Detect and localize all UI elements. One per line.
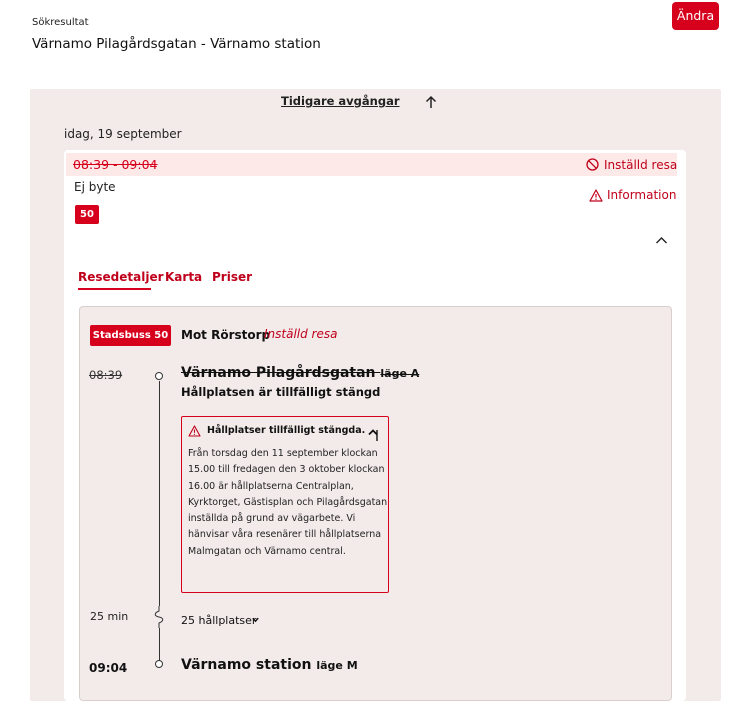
arrival-stop — [181, 657, 358, 673]
bus-line-badge: Stadsbuss 50 — [90, 325, 171, 346]
arrival-stop-position: läge M — [316, 659, 358, 672]
alert-title: Hållplatser tillfälligt stängda. — [207, 425, 366, 436]
arrow-up-icon — [424, 94, 438, 110]
information-link[interactable]: Information — [607, 188, 677, 202]
departure-stop — [181, 365, 419, 381]
route-title: Värnamo Pilagårdsgatan - Värnamo station — [32, 36, 321, 52]
tab-trip-details[interactable]: Resedetaljer — [78, 270, 164, 284]
departure-time: 08:39 — [89, 368, 123, 382]
search-results-label: Sökresultat — [32, 17, 89, 28]
leg-direction: Mot Rörstorp — [181, 328, 271, 342]
trip-status: Inställd resa — [604, 158, 678, 172]
timeline-stop-dot — [155, 660, 163, 668]
tab-map[interactable]: Karta — [165, 270, 203, 284]
alert-body: Från torsdag den 11 september klockan 15.00 till fredagen den 3 oktober klockan 16.00 är hållplatserna Centralplan, Kyrktorget, Gästisplan och Pilagårdsgatan inställda på grund av vägarbete. Vi hänvisar våra resenärer till hållplatserna Malmgatan och Värnamo central. — [188, 448, 388, 557]
line-badge: 50 — [75, 205, 99, 224]
active-tab-underline — [78, 288, 151, 290]
trip-time-range: 08:39 - 09:04 — [73, 157, 158, 172]
warning-icon — [188, 425, 201, 437]
arrival-time: 09:04 — [89, 661, 128, 675]
transfers-info: Ej byte — [74, 180, 116, 194]
timeline-squiggle — [153, 606, 165, 628]
stop-closed-note: Hållplatsen är tillfälligt stängd — [181, 385, 381, 399]
timeline-stop-dot — [155, 372, 163, 380]
warning-icon — [589, 189, 603, 202]
departure-stop-position: läge A — [380, 367, 420, 380]
chevron-up-icon[interactable] — [367, 426, 379, 442]
cancel-icon — [586, 158, 599, 171]
departure-stop-name: Värnamo Pilagårdsgatan — [181, 365, 376, 381]
leg-status: Inställd resa — [264, 327, 338, 341]
tab-prices[interactable]: Priser — [212, 270, 253, 284]
results-date: idag, 19 september — [64, 127, 182, 141]
chevron-up-icon[interactable] — [655, 235, 668, 245]
arrival-stop-name: Värnamo station — [181, 657, 312, 673]
earlier-departures-link[interactable]: Tidigare avgångar — [281, 94, 400, 108]
leg-duration: 25 min — [90, 610, 129, 623]
chevron-down-icon[interactable] — [252, 617, 259, 623]
change-button[interactable]: Ändra — [672, 2, 719, 30]
stops-toggle[interactable]: 25 hållplatser — [181, 614, 257, 627]
